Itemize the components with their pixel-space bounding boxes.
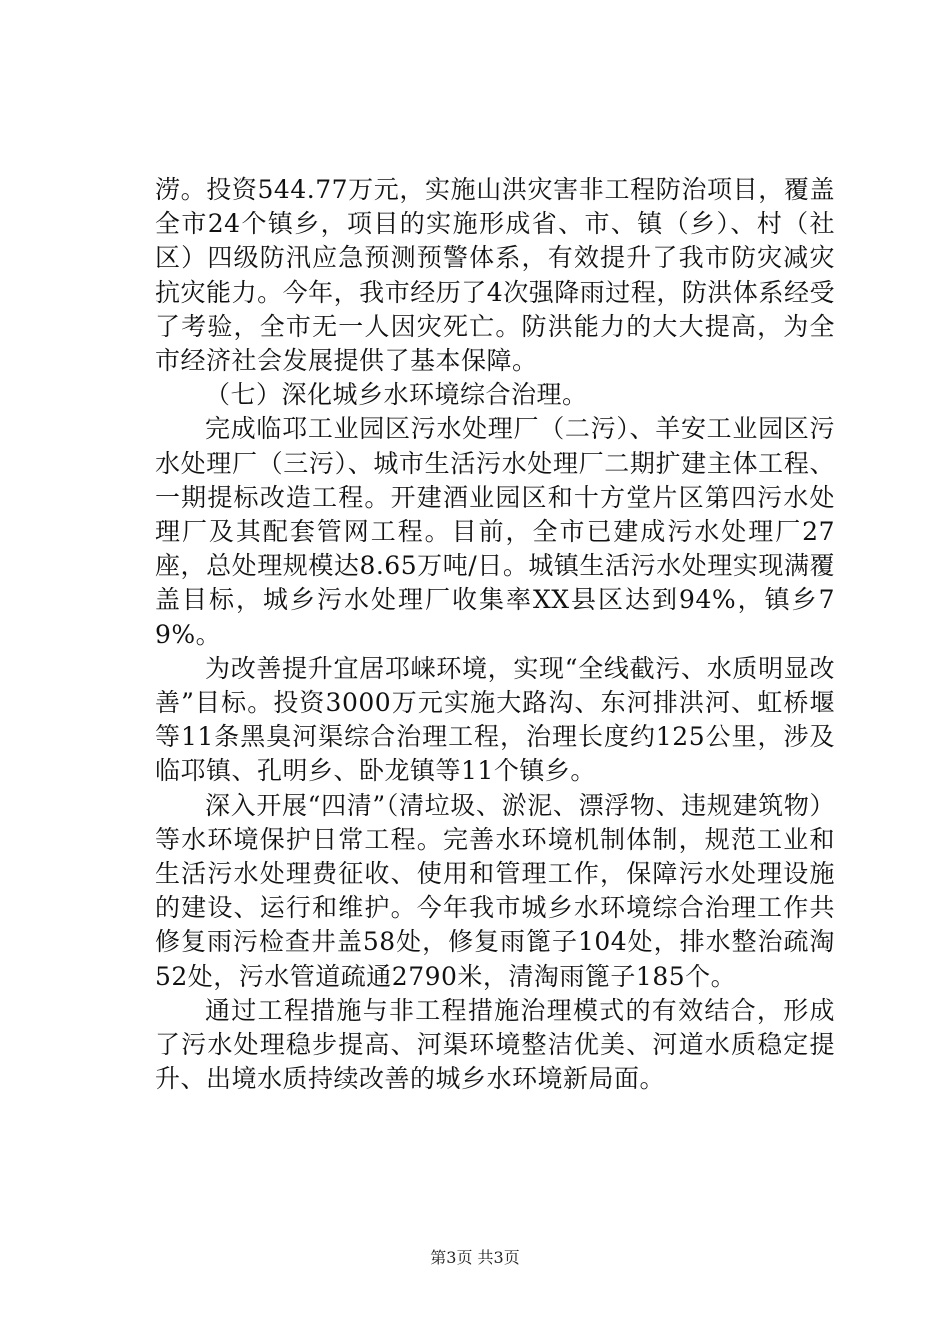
document-body xyxy=(155,173,835,1096)
page-number-footer: 第3页 共3页 xyxy=(430,1248,520,1267)
paragraph-river-treatment: 为改善提升宜居邛崃环境，实现“全线截污、水质明显改善”目标。投资3000万元实施大路沟、东河排洪河、虹桥堰等11条黑臭河渠综合治理工程，治理长度约125公里，涉及临邛镇、孔明乡、卧龙镇等11个镇乡。 xyxy=(155,653,835,786)
paragraph-flood-control-continuation: 涝。投资544.77万元，实施山洪灾害非工程防治项目，覆盖全市24个镇乡，项目的实施形成省、市、镇（乡）、村（社区）四级防汛应急预测预警体系，有效提升了我市防灾减灾抗灾能力。今年，我市经历了4次强降雨过程，防洪体系经受了考验，全市无一人因灾死亡。防洪能力的大大提高，为全市经济社会发展提供了基本保障。 xyxy=(155,175,835,376)
paragraph-four-cleanups: 深入开展“四清”（清垃圾、淤泥、漂浮物、违规建筑物）等水环境保护日常工程。完善水环境机制体制，规范工业和生活污水处理费征收、使用和管理工作，保障污水处理设施的建设、运行和维护。今年我市城乡水环境综合治理工作共修复雨污检查井盖58处，修复雨篦子104处，排水整治疏淘52处，污水管道疏通2790米，清淘雨篦子185个。 xyxy=(155,790,835,991)
section-heading-water-environment: （七）深化城乡水环境综合治理。 xyxy=(205,380,588,410)
paragraph-sewage-plants: 完成临邛工业园区污水处理厂（二污）、羊安工业园区污水处理厂（三污）、城市生活污水处理厂二期扩建主体工程、一期提标改造工程。开建酒业园区和十方堂片区第四污水处理厂及其配套管网工程。目前，全市已建成污水处理厂27座，总处理规模达8.65万吨/日。城镇生活污水处理实现满覆盖目标，城乡污水处理厂收集率XX县区达到94%，镇乡79%。 xyxy=(155,414,835,649)
paragraph-conclusion: 通过工程措施与非工程措施治理模式的有效结合，形成了污水处理稳步提高、河渠环境整洁优美、河道水质稳定提升、出境水质持续改善的城乡水环境新局面。 xyxy=(155,995,835,1094)
